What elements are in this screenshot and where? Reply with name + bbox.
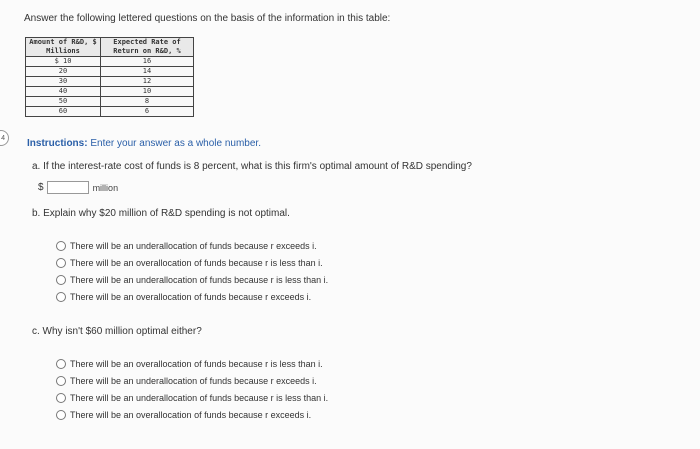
table-header-amount: Amount of R&D, $ Millions [26,38,101,57]
radio-button[interactable] [56,376,66,386]
table-row [26,57,194,67]
radio-button[interactable] [56,292,66,302]
option-label: There will be an underallocation of funds because r is less than i. [70,275,329,285]
table-row [26,77,194,87]
option-c-2[interactable] [56,376,317,386]
table-row [26,87,194,97]
table-row [26,107,194,117]
option-label: There will be an overallocation of funds because r is less than i. [70,258,323,268]
cell-amount: 50 [26,97,101,107]
radio-button[interactable] [56,410,66,420]
question-number-badge: 4 [0,130,9,146]
option-label: There will be an underallocation of funds because r exceeds i. [70,241,317,251]
intro-text: Answer the following lettered questions on the basis of the information in this table: [24,13,391,24]
answer-a-row [38,181,118,194]
table-row [26,67,194,77]
answer-a-input[interactable] [47,181,89,194]
rd-table [25,37,194,117]
cell-amount: 60 [26,107,101,117]
option-b-2[interactable] [56,258,323,268]
option-b-4[interactable] [56,292,311,302]
cell-amount: $ 10 [26,57,101,67]
question-a-text: a. If the interest-rate cost of funds is 8 percent, what is this firm's optimal amount of R&D spending? [32,161,472,172]
cell-return: 10 [101,87,194,97]
question-b-text: b. Explain why $20 million of R&D spending is not optimal. [32,208,290,219]
radio-button[interactable] [56,359,66,369]
radio-button[interactable] [56,241,66,251]
cell-return: 16 [101,57,194,67]
cell-amount: 40 [26,87,101,97]
option-label: There will be an overallocation of funds because r exceeds i. [70,292,312,302]
answer-a-unit: million [92,182,119,193]
radio-button[interactable] [56,258,66,268]
cell-return: 14 [101,67,194,77]
option-label: There will be an underallocation of funds because r is less than i. [70,393,329,403]
option-c-3[interactable] [56,393,328,403]
instructions-text: Enter your answer as a whole number. [87,138,261,149]
option-label: There will be an overallocation of funds because r is less than i. [70,359,323,369]
instructions [27,138,261,149]
option-b-3[interactable] [56,275,328,285]
question-c-text: c. Why isn't $60 million optimal either? [32,326,202,337]
instructions-label: Instructions: [27,138,88,149]
table-header-return: Expected Rate of Return on R&D, % [101,38,194,57]
option-c-1[interactable] [56,359,323,369]
radio-button[interactable] [56,275,66,285]
table-row [26,97,194,107]
cell-return: 6 [101,107,194,117]
cell-return: 8 [101,97,194,107]
cell-amount: 30 [26,77,101,87]
radio-button[interactable] [56,393,66,403]
cell-return: 12 [101,77,194,87]
option-c-4[interactable] [56,410,311,420]
dollar-sign: $ [38,182,44,193]
option-b-1[interactable] [56,241,317,251]
option-label: There will be an underallocation of funds because r exceeds i. [70,376,317,386]
option-label: There will be an overallocation of funds because r exceeds i. [70,410,312,420]
cell-amount: 20 [26,67,101,77]
